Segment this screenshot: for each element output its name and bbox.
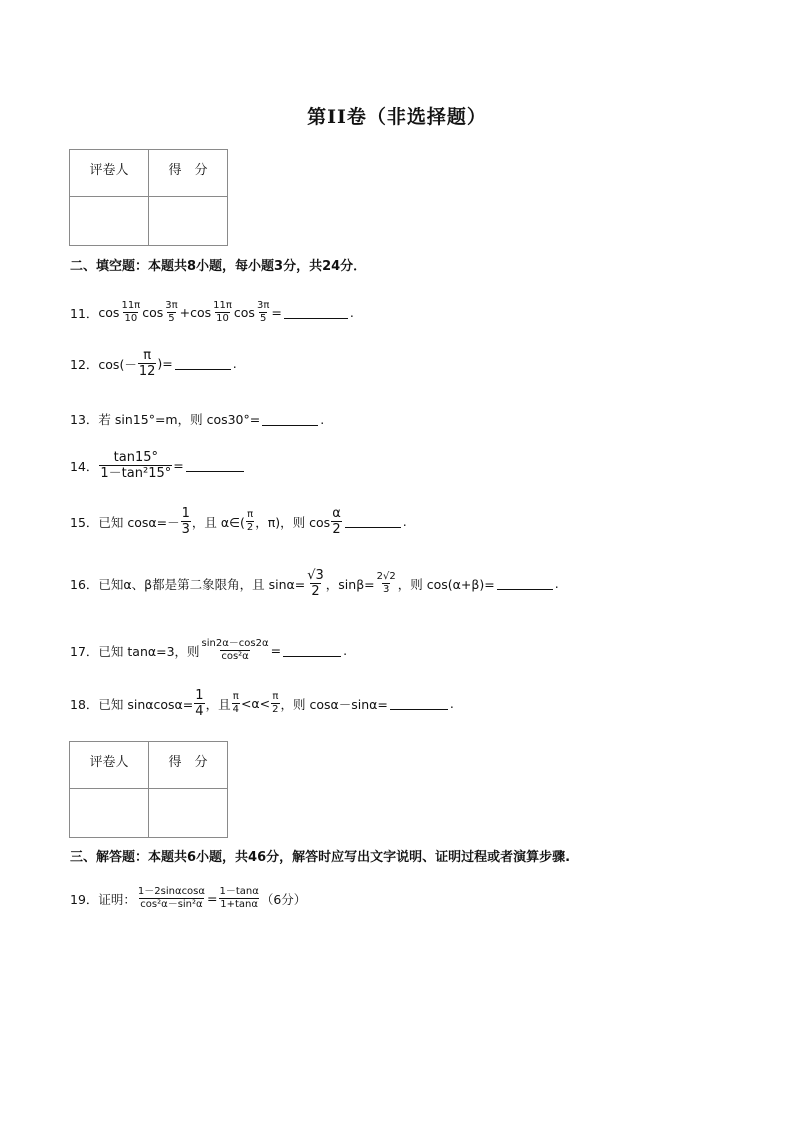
fraction-part	[120, 300, 141, 325]
fraction-part: 1－tanα	[219, 886, 259, 897]
answer-blank	[345, 515, 401, 528]
question-text: =	[271, 305, 282, 320]
question-14	[70, 450, 246, 481]
grader-cell	[70, 789, 149, 838]
section-answer-heading: 三、解答题：本题共6小题，共46分，解答时应写出文字说明、证明过程或者演算步骤.	[70, 850, 571, 865]
score-header: 得 分	[149, 150, 228, 197]
question-text: 已知 cosα=－	[98, 514, 180, 530]
question-text: .	[449, 696, 454, 711]
fraction-part: 5	[259, 313, 267, 324]
fraction-part	[181, 506, 191, 537]
score-header: 得 分	[149, 742, 228, 789]
question-text: （6分）	[260, 891, 307, 907]
fraction-part: 3	[383, 584, 390, 595]
fraction-part: tan15°	[113, 450, 158, 465]
page-title: 第II卷（非选择题）	[307, 106, 487, 128]
score-cell	[149, 197, 228, 246]
score-table-1	[69, 149, 228, 246]
answer-blank	[283, 644, 341, 657]
fraction-part: cos²α－sin²α	[140, 899, 203, 910]
fraction-part: 2	[272, 704, 279, 715]
fraction-part: 11π	[213, 300, 232, 311]
question-text: 16．	[70, 576, 99, 592]
fraction-part: 4	[195, 704, 204, 719]
question-19	[70, 886, 306, 911]
fraction-part	[306, 568, 325, 599]
question-text: 15．	[70, 514, 99, 530]
fraction-part	[138, 348, 157, 379]
fraction-part: π	[272, 691, 279, 702]
question-12	[70, 348, 237, 379]
question-text: 13．若 sin15°=m，则 cos30°=	[70, 412, 261, 427]
question-text: =	[206, 891, 218, 906]
fraction-part: 4	[232, 704, 239, 715]
fraction-part: 3π	[165, 300, 178, 311]
question-text: =	[173, 458, 184, 473]
section-fill-in-heading: 二、填空题：本题共8小题，每小题3分，共24分．	[70, 259, 367, 274]
fraction-part	[256, 300, 270, 325]
fraction-part: 2√2	[376, 571, 396, 582]
fraction-part: 5	[168, 313, 175, 324]
fraction-part: 2	[246, 522, 254, 533]
fraction-part: 1－2sinαcosα	[137, 886, 205, 897]
question-text: .	[232, 356, 237, 371]
fraction-part: 1	[195, 688, 204, 703]
answer-blank	[497, 577, 553, 590]
fraction-part: 3π	[256, 300, 270, 311]
question-text: .	[349, 305, 354, 320]
question-text: cos	[98, 305, 120, 320]
question-text: 11．	[70, 305, 99, 321]
question-text: cos	[142, 305, 164, 320]
fraction-part: 12	[138, 364, 156, 379]
question-text: =	[270, 643, 282, 658]
question-text: 已知α、β都是第二象限角，且 sinα=	[98, 576, 306, 592]
question-text: ，sinβ=	[325, 576, 375, 592]
grader-header: 评卷人	[70, 742, 149, 789]
question-text: cos	[233, 305, 255, 320]
question-text: 12．	[70, 356, 99, 372]
question-text: .	[554, 576, 559, 591]
question-text: ，且 α∈(	[191, 514, 245, 530]
question-11	[70, 300, 354, 325]
question-text: 18．	[70, 696, 99, 712]
answer-blank	[175, 357, 231, 370]
fraction-part	[137, 886, 206, 911]
fraction-part: sin2α－cos2α	[201, 638, 269, 649]
fraction-part: 10	[216, 313, 229, 324]
fraction-part: π	[247, 509, 254, 520]
grader-header: 评卷人	[70, 150, 149, 197]
fraction-part: π	[143, 348, 152, 363]
fraction-part: 2	[332, 522, 341, 537]
fraction-part	[99, 450, 172, 481]
question-text: )=	[157, 356, 173, 371]
question-text: 17．	[70, 643, 99, 659]
question-text: ，则 cos(α+β)=	[397, 576, 495, 592]
question-text: ，则 cosα－sinα=	[280, 696, 388, 712]
question-text: 证明：	[98, 891, 136, 907]
question-text: cos(－	[98, 356, 137, 372]
fraction-part: 1－tan²15°	[100, 466, 172, 481]
question-18	[70, 688, 454, 719]
question-text: 已知 sinαcosα=	[98, 696, 194, 712]
answer-blank	[262, 413, 318, 426]
fraction-part: √3	[307, 568, 324, 583]
fraction-part: cos²α	[221, 651, 249, 662]
question-text: .	[320, 411, 325, 427]
question-text: +cos	[179, 305, 212, 320]
question-17	[70, 638, 347, 663]
question-text: 19．	[70, 891, 99, 907]
fraction-part	[164, 300, 178, 325]
question-text: 已知 tanα=3，则	[98, 643, 200, 659]
fraction-part	[271, 691, 279, 716]
answer-blank	[390, 697, 448, 710]
fraction-part: α	[332, 506, 341, 521]
fraction-part	[218, 886, 259, 911]
fraction-part	[232, 691, 240, 716]
question-15	[70, 506, 407, 537]
fraction-part	[194, 688, 204, 719]
fraction-part: 11π	[121, 300, 141, 311]
fraction-part	[212, 300, 233, 325]
fraction-part: 1	[181, 506, 190, 521]
question-text: ，且	[205, 696, 231, 712]
score-table-2	[69, 741, 228, 838]
fraction-part: 3	[181, 522, 190, 537]
score-cell	[149, 789, 228, 838]
fraction-part: π	[232, 691, 239, 702]
answer-blank	[284, 306, 348, 319]
fraction-part	[331, 506, 342, 537]
question-text: ，π)，则 cos	[255, 514, 331, 530]
question-text: .	[402, 514, 407, 529]
fraction-part: 10	[124, 313, 138, 324]
fraction-part: 2	[311, 584, 320, 599]
fraction-part	[376, 571, 397, 596]
question-16	[70, 568, 559, 599]
question-text: <α<	[240, 696, 271, 711]
fraction-part: 1+tanα	[220, 899, 258, 910]
fraction-part	[246, 509, 254, 534]
question-text: .	[343, 643, 348, 658]
question-text: 14．	[70, 458, 99, 474]
question-13	[70, 410, 324, 428]
answer-blank	[186, 459, 244, 472]
fraction-part	[201, 638, 270, 663]
grader-cell	[70, 197, 149, 246]
